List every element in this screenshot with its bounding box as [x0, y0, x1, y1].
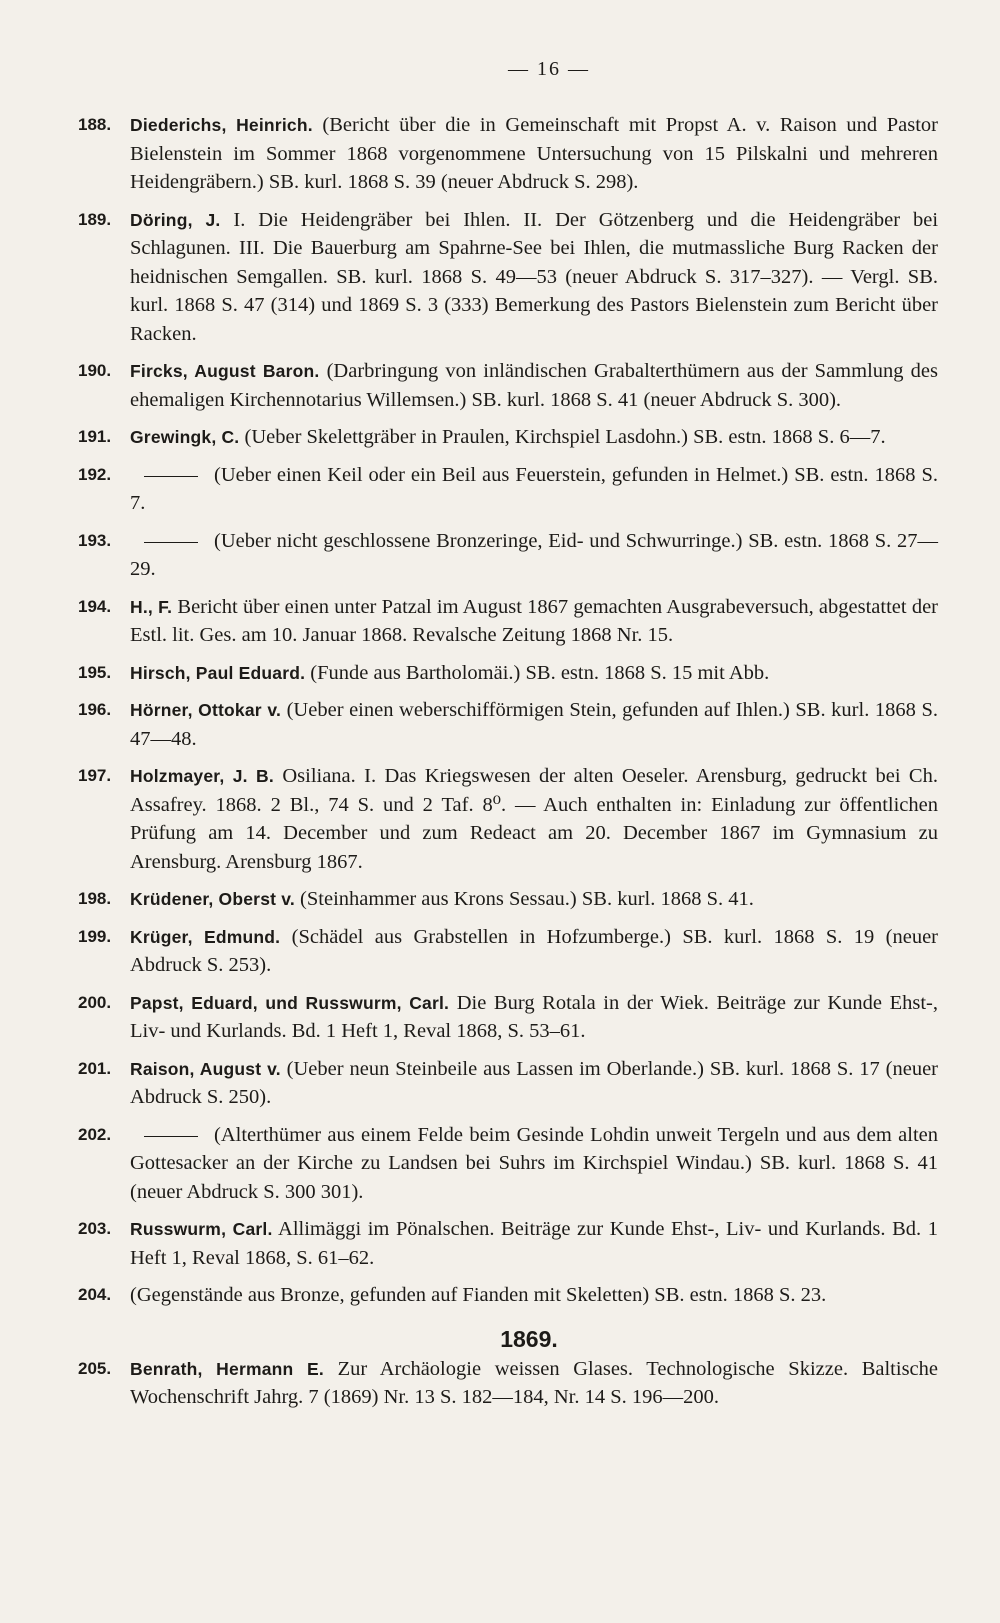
- entry-text: (Ueber Skelettgräber in Praulen, Kirchspiel Lasdohn.) SB. estn. 1868 S. 6—7.: [244, 426, 886, 448]
- entry-text: (Gegenstände aus Bronze, gefunden auf Fianden mit Skeletten) SB. estn. 1868 S. 23.: [130, 1284, 827, 1306]
- entry-text: (Ueber einen weberschifförmigen Stein, gefunden auf Ihlen.) SB. kurl. 1868 S. 47—48.: [130, 699, 939, 750]
- bibliography-entry: [78, 696, 940, 753]
- entry-body: [130, 111, 940, 197]
- entry-number: 198.: [78, 889, 112, 908]
- bibliography-entry: [78, 527, 940, 584]
- bibliography-entry: [78, 885, 940, 914]
- entry-text: (Darbringung von inländischen Grabalterthümern aus der Sammlung des ehemaligen Kirchennotarius Willemsen.) SB. kurl. 1868 S. 41 (neuer Abdruck S. 300).: [130, 360, 938, 411]
- entry-number: 200.: [78, 992, 112, 1012]
- entry-body: [130, 696, 940, 753]
- entry-number: 203.: [78, 1219, 112, 1238]
- entry-number: 196.: [78, 700, 112, 719]
- entry-author: Fircks, August Baron.: [130, 361, 320, 381]
- entry-body: [130, 1281, 940, 1310]
- bibliography-entry: [78, 423, 940, 452]
- bibliography-entry: [78, 1215, 940, 1272]
- entry-author: Benrath, Hermann E.: [130, 1358, 324, 1379]
- entry-text: Osiliana. I. Das Kriegswesen der alten Oeseler. Arensburg, gedruckt bei Ch. Assafrey. 1868. 2 Bl., 74 S. und 2 Taf. 8⁰. — Auch enthalten in: Einladung zur öffentlichen Prüfung am 14. December und zum Redeact am 20. December 1867 im Gymnasium zu Arensburg. Arensburg 1867.: [130, 765, 938, 873]
- entry-number: 194.: [78, 596, 112, 616]
- entry-author: Raison, August v.: [130, 1058, 281, 1079]
- bibliography-entry: [78, 989, 940, 1046]
- bibliography-entry: [78, 1055, 940, 1112]
- entry-text: Bericht über einen unter Patzal im August 1867 gemachten Ausgrabeversuch, abgestattet der Estl. lit. Ges. am 10. Januar 1868. Revalsche Zeitung 1868 Nr. 15.: [130, 595, 938, 646]
- bibliography-entry: [78, 923, 940, 980]
- bibliography-entry: [78, 762, 940, 876]
- entry-body: [130, 206, 940, 349]
- entry-body: [130, 527, 940, 584]
- entry-text: (Ueber einen Keil oder ein Beil aus Feuerstein, gefunden in Helmet.) SB. estn. 1868 S. 7.: [130, 463, 938, 514]
- bibliography-entry: [78, 593, 940, 650]
- same-author-dash: [144, 1136, 198, 1137]
- bibliography-entry: [78, 1355, 940, 1412]
- bibliography-entry: [78, 461, 940, 518]
- entry-body: [130, 885, 940, 914]
- entry-body: [130, 1121, 940, 1207]
- entry-body: [130, 593, 940, 650]
- entry-number: 192.: [78, 464, 112, 484]
- entry-number: 201.: [78, 1058, 112, 1078]
- entry-text: (Ueber neun Steinbeile aus Lassen im Oberlande.) SB. kurl. 1868 S. 17 (neuer Abdruck S. 250).: [130, 1057, 938, 1108]
- bibliography-entry: [78, 1281, 940, 1310]
- entry-author: Diederichs, Heinrich.: [130, 115, 313, 135]
- entry-author: Grewingk, C.: [130, 427, 240, 447]
- entry-text: Die Burg Rotala in der Wiek. Beiträge zur Kunde Ehst-, Liv- und Kurlands. Bd. 1 Heft 1, Reval 1868, S. 53–61.: [130, 991, 939, 1042]
- entry-number: 195.: [78, 662, 112, 682]
- entry-text: Zur Archäologie weissen Glases. Technologische Skizze. Baltische Wochenschrift Jahrg. 7 (1869) Nr. 13 S. 182—184, Nr. 14 S. 196—200.: [130, 1357, 939, 1408]
- entry-body: [130, 1055, 940, 1112]
- entries-1869: [78, 1355, 940, 1412]
- entry-author: Hörner, Ottokar v.: [130, 700, 282, 720]
- entry-number: 188.: [78, 115, 112, 134]
- entry-number: 197.: [78, 766, 112, 785]
- entry-body: [130, 461, 940, 518]
- entry-body: [130, 923, 940, 980]
- same-author-dash: [144, 542, 198, 543]
- same-author-dash: [144, 476, 198, 477]
- year-heading: 1869.: [500, 1325, 558, 1352]
- entries-1868: [78, 111, 940, 1310]
- entry-number: 191.: [78, 427, 112, 446]
- entry-number: 204.: [78, 1285, 112, 1304]
- entry-text: (Alterthümer aus einem Felde beim Gesinde Lohdin unweit Tergeln und aus dem alten Gottesacker an der Kirche zu Landsen bei Suhrs im Kirchspiel Windau.) SB. kurl. 1868 S. 41 (neuer Abdruck S. 300 301).: [130, 1123, 938, 1203]
- entry-body: [130, 1355, 940, 1412]
- entry-body: [130, 1215, 940, 1272]
- entry-text: Allimäggi im Pönalschen. Beiträge zur Kunde Ehst-, Liv- und Kurlands. Bd. 1 Heft 1, Reval 1868, S. 61–62.: [130, 1218, 938, 1269]
- bibliography-entry: [78, 659, 940, 688]
- entry-author: H., F.: [130, 596, 173, 617]
- entry-author: Döring, J.: [130, 209, 221, 230]
- bibliography-entry: [78, 111, 940, 197]
- entry-body: [130, 357, 940, 414]
- entry-number: 193.: [78, 530, 112, 550]
- entry-author: Holzmayer, J. B.: [130, 766, 274, 786]
- bibliography-entry: [78, 357, 940, 414]
- bibliography-entry: [78, 1121, 940, 1207]
- entry-body: [130, 762, 940, 876]
- entry-author: Hirsch, Paul Eduard.: [130, 662, 306, 683]
- entry-author: Russwurm, Carl.: [130, 1219, 273, 1239]
- entry-number: 205.: [78, 1358, 112, 1378]
- entry-text: (Funde aus Bartholomäi.) SB. estn. 1868 S. 15 mit Abb.: [310, 661, 770, 684]
- entry-text: (Steinhammer aus Krons Sessau.) SB. kurl. 1868 S. 41.: [300, 888, 754, 910]
- entry-body: [130, 423, 940, 452]
- bibliography-entry: [78, 206, 940, 349]
- entry-text: (Schädel aus Grabstellen in Hofzumberge.) SB. kurl. 1868 S. 19 (neuer Abdruck S. 253).: [130, 925, 938, 976]
- entry-text: I. Die Heidengräber bei Ihlen. II. Der Götzenberg und die Heidengräber bei Schlagunen. III. Die Bauerburg am Spahrne-See bei Ihlen, die mutmassliche Burg Racken der heidnischen Semgallen. SB. kurl. 1868 S. 49—53 (neuer Abdruck S. 317–327). — Vergl. SB. kurl. 1868 S. 47 (314) und 1869 S. 3 (333) Bemerkung des Pastors Bielenstein zum Bericht über Racken.: [130, 208, 939, 345]
- entry-text: (Ueber nicht geschlossene Bronzeringe, Eid- und Schwurringe.) SB. estn. 1868 S. 27—29.: [130, 529, 938, 580]
- entry-author: Krüdener, Oberst v.: [130, 889, 295, 909]
- entry-number: 190.: [78, 361, 112, 380]
- entry-author: Krüger, Edmund.: [130, 926, 281, 947]
- entry-number: 199.: [78, 926, 112, 946]
- entry-body: [130, 659, 940, 688]
- entry-body: [130, 989, 940, 1046]
- page-number: — 16 —: [508, 58, 590, 80]
- entry-number: 189.: [78, 209, 112, 229]
- entry-author: Papst, Eduard, und Russwurm, Carl.: [130, 992, 450, 1013]
- entry-text: (Bericht über die in Gemeinschaft mit Propst A. v. Raison und Pastor Bielenstein im Sommer 1868 vorgenommene Untersuchung von 15 Pilskalni und mehreren Heidengräbern.) SB. kurl. 1868 S. 39 (neuer Abdruck S. 298).: [130, 114, 939, 193]
- entry-number: 202.: [78, 1124, 112, 1144]
